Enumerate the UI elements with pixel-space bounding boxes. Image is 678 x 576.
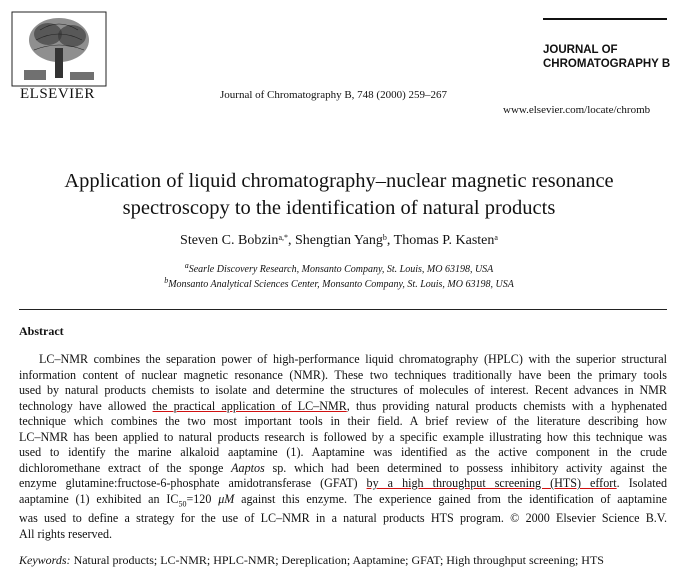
abstract-line: was used to define a strategy for the use of LC–NMR in a natural products HTS program. © 2000 Elsevier Science B.V.	[19, 511, 667, 526]
affiliation	[0, 261, 678, 275]
keywords	[19, 553, 669, 568]
underlined-phrase: the practical application of LC–NMR	[152, 398, 347, 413]
abstract-line: LC–NMR has been applied to natural products research is followed by a specific example illustrating how this technique was	[19, 429, 667, 444]
abstract-line: enzyme glutamine:fructose-6-phosphate amidotransferase (GFAT) by a high throughput screening (HTS) effort. Isolated	[19, 476, 667, 490]
journal-name-line2: CHROMATOGRAPHY B	[543, 58, 671, 70]
abstract-line: technology have allowed the practical application of LC–NMR, thus providing natural products chemists with a hyphenated	[19, 398, 668, 413]
affiliation-mark: a	[184, 261, 189, 270]
abstract-line: technique which combines the two most important tools in their field. A brief review of the literature describing how	[19, 414, 667, 428]
journal-citation: Journal of Chromatography B, 748 (2000) 259–267	[220, 89, 447, 101]
abstract-line: LC–NMR combines the separation power of high-performance liquid chromatography (HPLC) with the superior structural	[39, 352, 667, 366]
abstract-line: dichloromethane extract of the sponge Aaptos sp. which had been determined to possess inhibitory activity against the	[19, 460, 667, 475]
abstract-line: aaptamine (1) exhibited an $IC_{50}=120$ μM against this enzyme. The experience gained from the identification of aaptamine	[19, 491, 667, 508]
publisher-name: ELSEVIER	[20, 86, 95, 102]
journal-name-line1: JOURNAL OF	[543, 44, 618, 56]
section-rule	[19, 309, 667, 310]
article-title	[0, 168, 678, 222]
abstract-line: used by natural products chemists to isolate and determine the structures of molecules of interest. Recent advances in NMR	[19, 383, 667, 397]
journal-rule	[543, 18, 667, 20]
author-affiliation-mark: b	[382, 233, 387, 242]
abstract-heading: Abstract	[19, 324, 64, 338]
author-affiliation-mark: a	[494, 233, 498, 242]
affiliation-text: Monsanto Analytical Sciences Center, Monsanto Company, St. Louis, MO 63198, USA	[168, 279, 514, 290]
author-name[interactable]: Thomas P. Kasten	[393, 233, 495, 248]
keywords-text: Natural products; LC-NMR; HPLC-NMR; Dereplication; Aaptamine; GFAT; High throughput screening; HTS	[73, 553, 604, 567]
keywords-label: Keywords:	[19, 553, 71, 567]
affiliation-text: Searle Discovery Research, Monsanto Company, St. Louis, MO 63198, USA	[188, 264, 494, 275]
affiliation	[0, 276, 678, 290]
author-list: Steven C. Bobzin$^{a,*}$, Shengtian Yang$^b$, Thomas P. Kasten$^a$	[180, 233, 498, 248]
journal-url[interactable]: www.elsevier.com/locate/chromb	[503, 104, 651, 116]
affiliation-mark: b	[164, 276, 169, 285]
abstract-body	[19, 352, 667, 542]
abstract-line: used to identify the marine alkaloid aaptamine (1). Aaptamine was identified as the active component in the crude	[19, 445, 667, 459]
underlined-phrase: by a high throughput screening (HTS) effort	[366, 476, 617, 490]
author-affiliation-mark: a,*	[278, 233, 288, 242]
journal-name	[543, 43, 670, 71]
title-line-1: Application of liquid chromatography–nuclear magnetic resonance	[64, 170, 614, 192]
title-line-2: spectroscopy to the identification of natural products	[122, 197, 556, 219]
author-name[interactable]: Shengtian Yang	[295, 233, 383, 248]
abstract-line: All rights reserved.	[19, 526, 113, 541]
abstract-line: information content of nuclear magnetic resonance (NMR). These two techniques traditionally have been the primary tools	[19, 367, 667, 382]
author-name[interactable]: Steven C. Bobzin	[180, 233, 279, 248]
